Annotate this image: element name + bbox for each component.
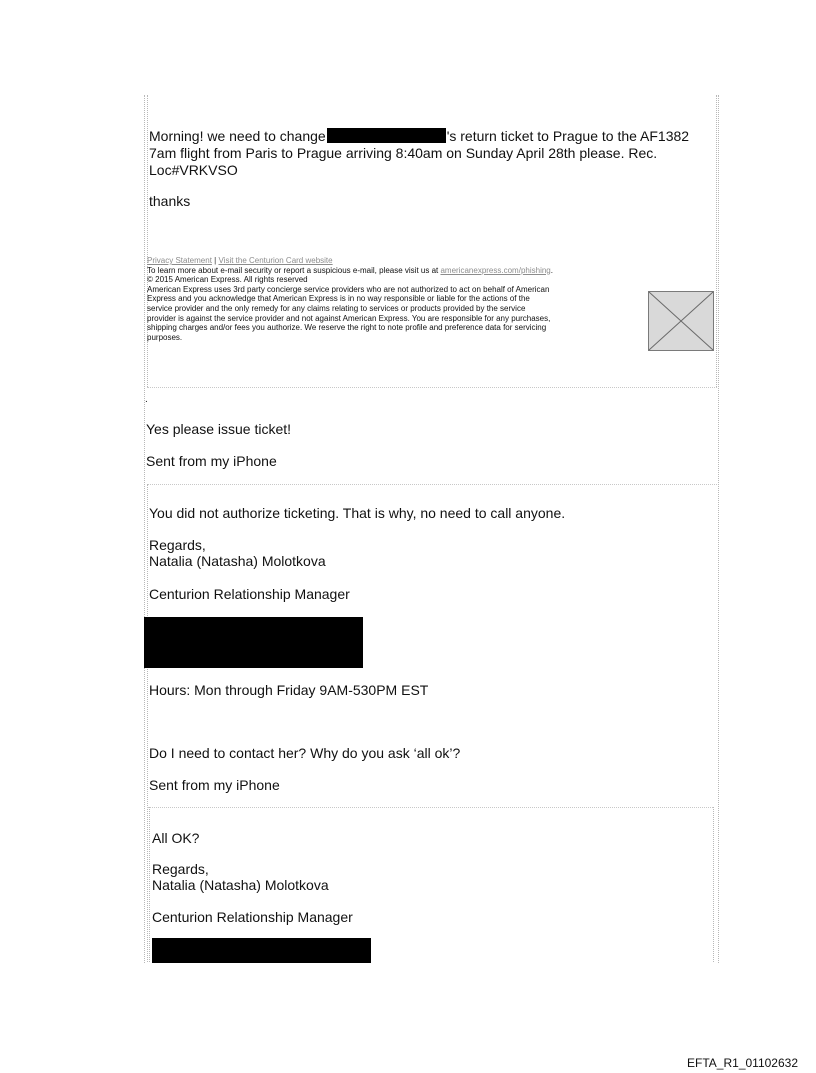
legal-line-2: Express and you acknowledge that American Express is in no way responsible or liable for the actions of the: [147, 294, 530, 304]
copyright: © 2015 American Express. All rights reserved: [147, 275, 308, 285]
email2-body: Yes please issue ticket!: [146, 421, 292, 437]
email1-thanks: thanks: [149, 193, 191, 209]
quote-border-inner-left: [147, 95, 148, 387]
broken-image-icon: [648, 291, 714, 351]
stray-dot: .: [145, 394, 148, 405]
quote-divider-1: [147, 387, 717, 388]
privacy-statement-link[interactable]: Privacy Statement: [147, 256, 212, 265]
email1-line3: Loc#VRKVSO: [149, 162, 238, 178]
email5-regards: Regards,: [152, 861, 209, 877]
centurion-website-link[interactable]: Visit the Centurion Card website: [218, 256, 333, 265]
email1-line1: Morning! we need to change 's return ticket to Prague to the AF1382: [149, 128, 690, 144]
document-id: EFTA_R1_01102632: [687, 1056, 798, 1070]
email5-body: All OK?: [152, 830, 200, 846]
email5-name: Natalia (Natasha) Molotkova: [152, 877, 329, 893]
legal-links: [147, 256, 647, 266]
phishing-link[interactable]: americanexpress.com/phishing: [440, 265, 551, 275]
legal-line-3: service provider and the only remedy for any claims relating to services or products provided by the service: [147, 303, 526, 313]
quote-border-inner-left-2: [147, 484, 148, 962]
email2-signature: Sent from my iPhone: [146, 453, 277, 469]
legal-line-4: provider is against the service provider and not against American Express. You are responsible for any purchases,: [147, 313, 551, 323]
email3-regards: Regards,: [149, 537, 206, 553]
email3-title: Centurion Relationship Manager: [149, 586, 350, 602]
quote-border-inner-right-3: [713, 807, 714, 962]
email3-hours: Hours: Mon through Friday 9AM-530PM EST: [149, 682, 429, 698]
quote-border-left: [144, 95, 145, 963]
redaction-contact-block: [144, 617, 363, 668]
email3-body: You did not authorize ticketing. That is why, no need to call anyone.: [149, 505, 566, 521]
email5-title: Centurion Relationship Manager: [152, 909, 353, 925]
legal-line-1: American Express uses 3rd party concierge service providers who are not authorized to act on behalf of American: [147, 284, 550, 294]
redaction-name: [327, 128, 446, 143]
quote-border-right: [718, 95, 719, 963]
legal-line-6: purposes.: [147, 332, 183, 342]
email1-line2: 7am flight from Paris to Prague arriving 8:40am on Sunday April 28th please. Rec.: [149, 145, 658, 161]
email3-name: Natalia (Natasha) Molotkova: [149, 553, 326, 569]
quote-divider-2: [147, 484, 717, 485]
quote-divider-3: [147, 807, 713, 808]
legal-block: [147, 256, 647, 342]
email4-signature: Sent from my iPhone: [149, 777, 280, 793]
legal-line-5: shipping charges and/or fees you authorize. We reserve the right to note profile and preference data for servicing: [147, 323, 547, 333]
quote-border-inner-left-3: [149, 807, 150, 962]
security-notice: To learn more about e-mail security or report a suspicious e-mail, please visit us at americanexpress.com/phishing.: [147, 265, 553, 275]
quote-border-inner-right: [716, 95, 717, 387]
legal-separator: |: [214, 256, 217, 265]
email4-body: Do I need to contact her? Why do you ask ‘all ok’?: [149, 745, 461, 761]
redaction-contact-block-2: [152, 938, 371, 963]
